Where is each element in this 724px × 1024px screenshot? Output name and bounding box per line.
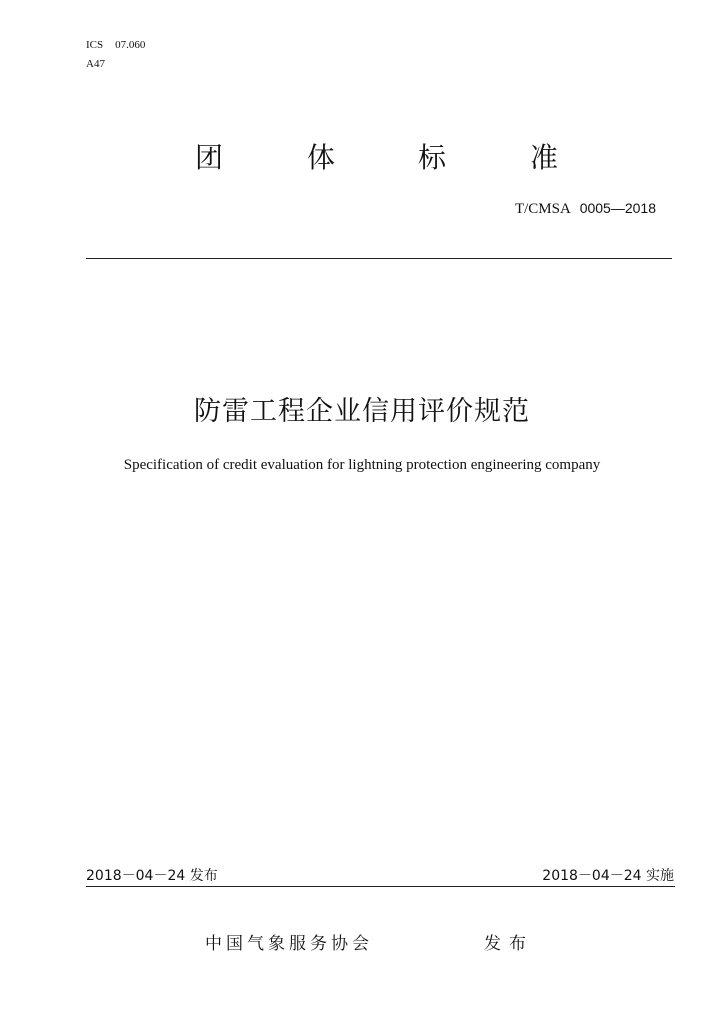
top-divider [86,258,672,259]
implementation-date: 2018－04－24 实施 [542,868,674,884]
standard-number [515,199,656,218]
publish-label: 发布 [484,934,534,954]
classification-code: A47 [86,58,105,70]
standard-type-char-4: 准 [529,141,558,174]
ics-code: 07.060 [115,39,146,51]
publisher-name: 中国气象服务协会 [205,934,373,954]
standard-type-char-3: 标 [417,141,446,174]
document-title-english: Specification of credit evaluation for lightning protection engineering company [123,457,601,473]
ics-label: ICS [86,39,104,51]
standard-number-value: 0005—2018 [579,200,656,216]
standard-type-char-2: 体 [306,141,335,174]
standard-type-char-1: 团 [194,141,223,174]
standard-number-prefix: T/CMSA [514,201,571,217]
ics-code-line [86,38,145,52]
bottom-divider [86,886,675,887]
document-title-chinese: 防雷工程企业信用评价规范 [194,396,530,427]
issue-date: 2018－04－24 发布 [86,868,218,884]
